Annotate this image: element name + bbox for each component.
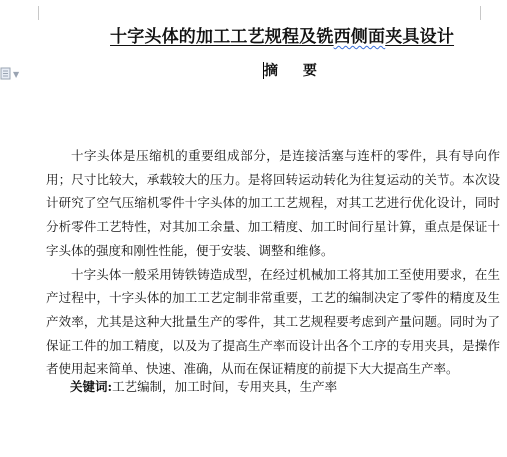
title-part-2: 西侧面 — [333, 27, 386, 47]
crop-mark-top-right — [480, 6, 481, 20]
keywords-line — [70, 377, 337, 395]
abstract-heading: 摘 要 — [264, 63, 327, 79]
keywords-value: 工艺编制，加工时间，专用夹具，生产率 — [112, 379, 338, 394]
document-title — [110, 22, 455, 47]
paragraph-style-icon[interactable] — [0, 66, 14, 82]
paragraph-2: 十字头体一般采用铸铁铸造成型，在经过机械加工将其加工至使用要求，在生产过程中，十字头体的加工工艺定制非常重要，工艺的编制决定了零件的精度及生产效率，尤其是这种大批量生产的零件，其工艺规程要考虑到产量问题。同时为了保证工件的加工精度，以及为了提高生产率而设计出各个工序的专用夹具，是操作者使用起来简单、快速、准确，从而在保证精度的前提下大大提高生产率。 — [46, 266, 500, 377]
title-part-1: 十字头体的加工工艺规程及铣 — [110, 27, 334, 47]
keywords-label: 关键词: — [70, 379, 113, 394]
crop-mark-top-left — [38, 6, 39, 20]
abstract-body — [46, 144, 500, 381]
title-part-3: 夹具设计 — [385, 27, 455, 47]
paragraph-1: 十字头体是压缩机的重要组成部分，是连接活塞与连杆的零件，具有导向作用；尺寸比较大，承载较大的压力。是将回转运动转化为往复运动的关节。本次设计研究了空气压缩机零件十字头体的加工工艺规程，对其工艺进行优化设计，同时分析零件工艺特性，对其加工余量、加工精度、加工时间行星计算，重点是保证十字头体的强度和刚性性能，便于安装、调整和维修。 — [46, 148, 500, 258]
chevron-down-icon[interactable]: ▼ — [13, 70, 20, 79]
